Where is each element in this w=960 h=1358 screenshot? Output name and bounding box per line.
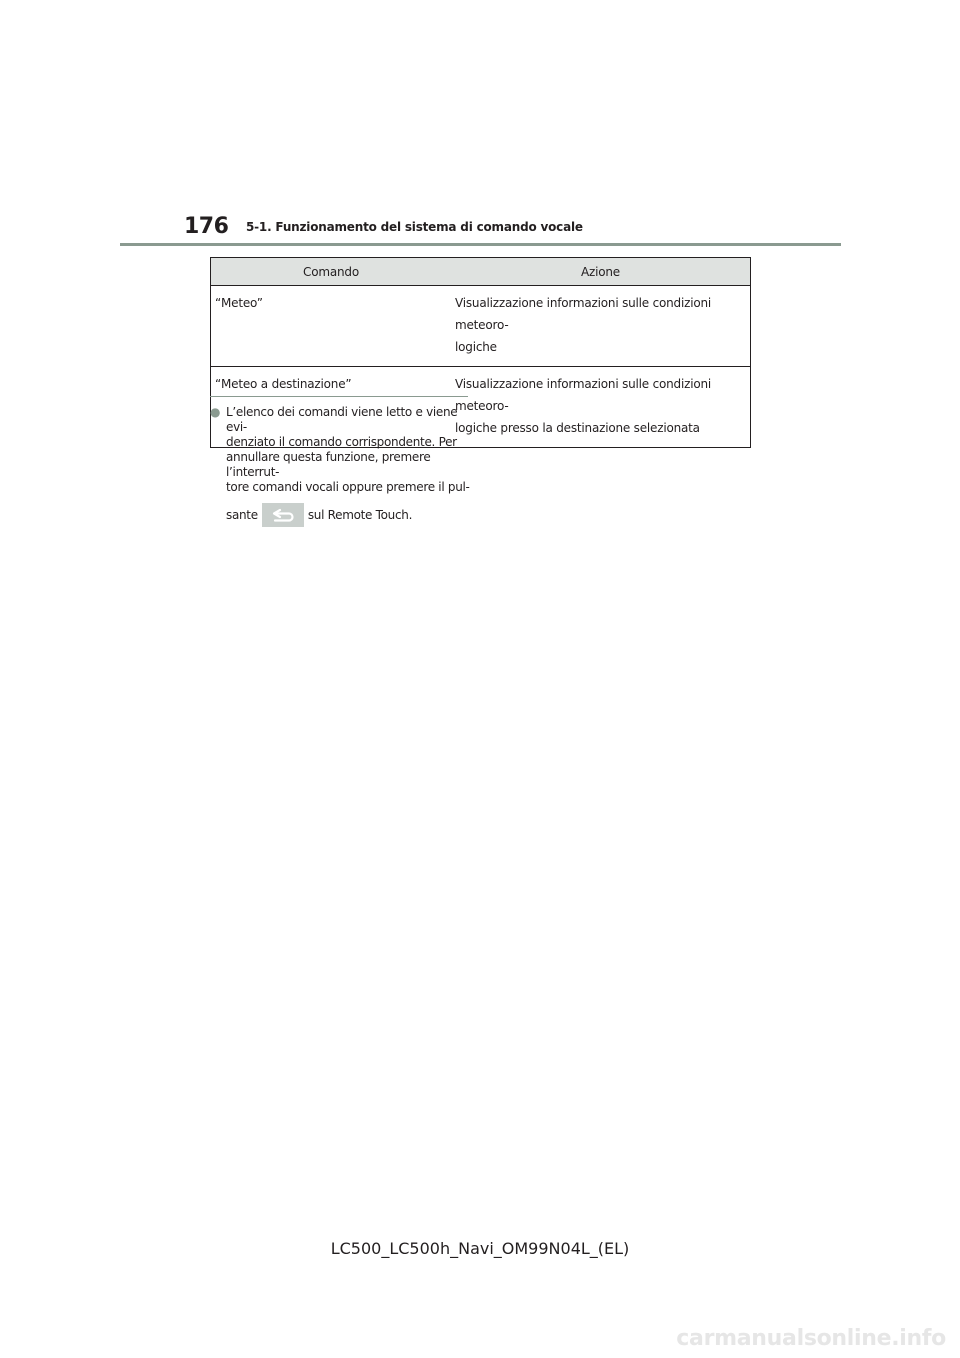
section-title: 5-1. Funzionamento del sistema di comando vocale — [246, 220, 583, 234]
column-header-action: Azione — [451, 258, 751, 286]
header-rule — [120, 243, 841, 246]
note-paragraph — [210, 405, 475, 527]
action-cell — [451, 286, 751, 367]
note-line: annullare questa funzione, premere l’interrut- — [226, 450, 431, 479]
note-line: tore comandi vocali oppure premere il pul- — [226, 480, 470, 494]
note-lines — [226, 405, 475, 495]
back-button-image — [262, 503, 304, 527]
note-rule — [210, 396, 468, 397]
page-number: 176 — [184, 214, 229, 239]
note-text-after-icon: sul Remote Touch. — [307, 507, 413, 522]
note-text-before-icon: sante — [226, 507, 258, 522]
action-text-line: logiche presso la destinazione selezionata — [455, 421, 700, 435]
command-cell: “Meteo” — [211, 286, 452, 367]
note-line: L’elenco dei comandi viene letto e viene evi- — [226, 405, 458, 434]
manual-code-footer: LC500_LC500h_Navi_OM99N04L_(EL) — [330, 1239, 630, 1258]
bullet-icon: ● — [210, 405, 221, 419]
column-header-command: Comando — [211, 258, 452, 286]
action-text-line: Visualizzazione informazioni sulle condizioni meteoro- — [455, 296, 712, 332]
note-line-with-icon — [226, 503, 475, 527]
note-line: denziato il comando corrispondente. Per — [226, 435, 457, 449]
command-cell: “Meteo a destinazione” — [211, 367, 452, 448]
back-arrow-icon — [270, 507, 296, 523]
table-header-row — [211, 258, 751, 286]
action-cell — [451, 367, 751, 448]
watermark: carmanualsonline.info — [676, 1326, 946, 1351]
action-text-line: logiche — [455, 340, 497, 354]
table-row — [211, 286, 751, 367]
action-text-line: Visualizzazione informazioni sulle condizioni meteoro- — [455, 377, 712, 413]
